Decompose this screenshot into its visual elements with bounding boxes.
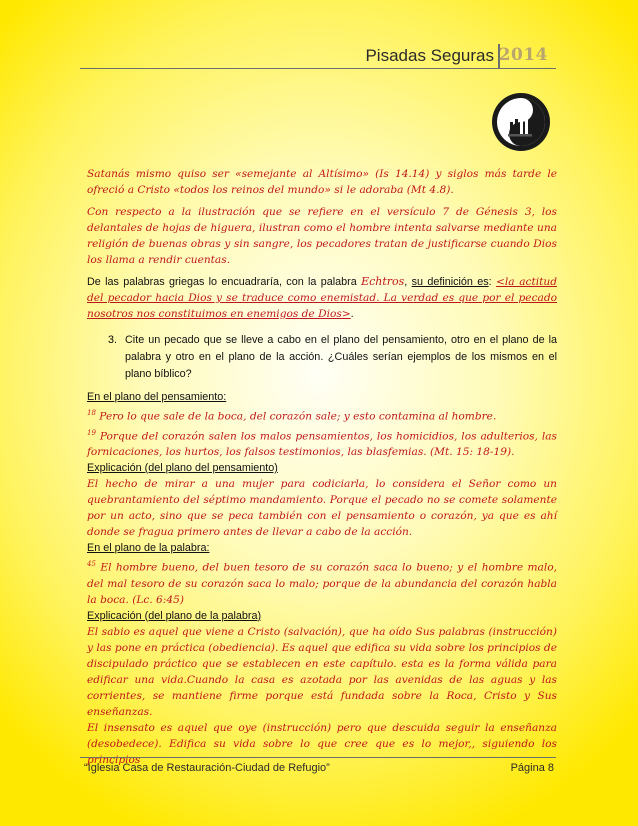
paragraph-genesis: Con respecto a la ilustración que se refiere en el versículo 7 de Génesis 3, los delantales de hojas de higuera, ilustran como el hombre intenta salvarse mediante una religión de buenas obras y sin sangre, los pecadores tratan de justificarse cuando Dios los llama a rendir cuentas. <box>87 206 557 266</box>
church-emblem-icon <box>491 92 551 152</box>
verse-number: 18 <box>87 409 96 417</box>
explanation-thought: El hecho de mirar a una mujer para codiciarla, lo considera el Señor como un quebrantamiento del séptimo mandamiento. Porque el pecado no se comete solamente por un acto, sino que se peca también con el pensamiento o corazón, ya que es ahí donde se fragua primero antes de llevar a cabo de la acción. <box>87 478 557 539</box>
verse-number: 19 <box>87 428 96 437</box>
section-heading-thought: En el plano del pensamiento: <box>87 391 227 403</box>
greek-intro: De las palabras griegas lo encuadraría, con la palabra <box>87 276 362 288</box>
greek-period: . <box>350 308 354 320</box>
verse-18 <box>87 405 557 425</box>
document-body <box>87 166 557 768</box>
greek-comma: , <box>404 276 412 288</box>
explanation-wise-man: El sabio es aquel que viene a Cristo (salvación), que ha oído Sus palabras (instrucción) y las pone en práctica (obediencia). Es aquel que edifica su vida sobre los principios de discipulado práctico que se establecen en este capítulo. esta es la forma válida para edificar una vida.Cuando la casa es azotada por las avenidas de las aguas y las corrientes, se mantiene firme porque está fundada sobre la Roca, Cristo y Sus enseñanzas. <box>87 625 557 718</box>
footer-church-name: “Iglesia Casa de Restauración-Ciudad de Refugio” <box>84 762 330 774</box>
paragraph-satan: Satanás mismo quiso ser «semejante al Altísimo» (Is 14.14) y siglos más tarde le ofreció a Cristo «todos los reinos del mundo» si le adoraba (Mt 4.8). <box>87 168 557 196</box>
verse-number: 45 <box>87 560 96 569</box>
header-year: 2014 <box>498 45 548 65</box>
verse-45 <box>87 556 557 608</box>
question-item <box>87 332 557 383</box>
verse-text: Porque del corazón salen los malos pensamientos, los homicidios, los adulterios, las fornicaciones, los hurtos, los falsos testimonios, las blasfemias. (Mt. 15: 18-19). <box>87 430 557 459</box>
greek-colon: : <box>488 276 496 288</box>
header-title: Pisadas Seguras <box>365 46 494 65</box>
page-header <box>80 40 556 69</box>
paragraph-greek-word <box>87 274 557 322</box>
verse-19 <box>87 425 557 461</box>
section-heading-word: En el plano de la palabra: <box>87 542 210 555</box>
page-footer <box>80 757 556 774</box>
explanation-heading-word: Explicación (del plano de la palabra) <box>87 609 262 622</box>
verse-text: Pero lo que sale de la boca, del corazón sale; y esto contamina al hombre. <box>99 410 497 423</box>
explanation-heading-thought: Explicación (del plano del pensamiento) <box>87 462 278 475</box>
question-text: Cite un pecado que se lleve a cabo en el plano del pensamiento, otro en el plano de la palabra y otro en el plano de la acción. ¿Cuáles serían ejemplos de los mismos en el plano bíblico? <box>125 334 557 380</box>
greek-definition: <la actitud del pecador hacia Dios y se traduce como enemistad. La verdad es que por el pecado nosotros nos constituimos en enemigos de Dios> <box>87 276 557 320</box>
definition-label: su definición es <box>411 276 489 288</box>
explanation-foolish-man: El insensato es aquel que oye (instrucción) pero que descuida seguir la enseñanza (desobedece). Edifica su vida sobre lo que cree que es lo mejor,, siguiendo los principios <box>87 721 557 766</box>
greek-word: Echtros <box>361 275 405 288</box>
verse-text: El hombre bueno, del buen tesoro de su corazón saca lo bueno; y el hombre malo, del mal tesoro de su corazón saca lo malo; porque de la abundancia del corazón habla la boca. (Lc. 6:45) <box>87 561 557 606</box>
footer-page-number: Página 8 <box>510 762 554 774</box>
question-number: 3. <box>107 334 117 346</box>
